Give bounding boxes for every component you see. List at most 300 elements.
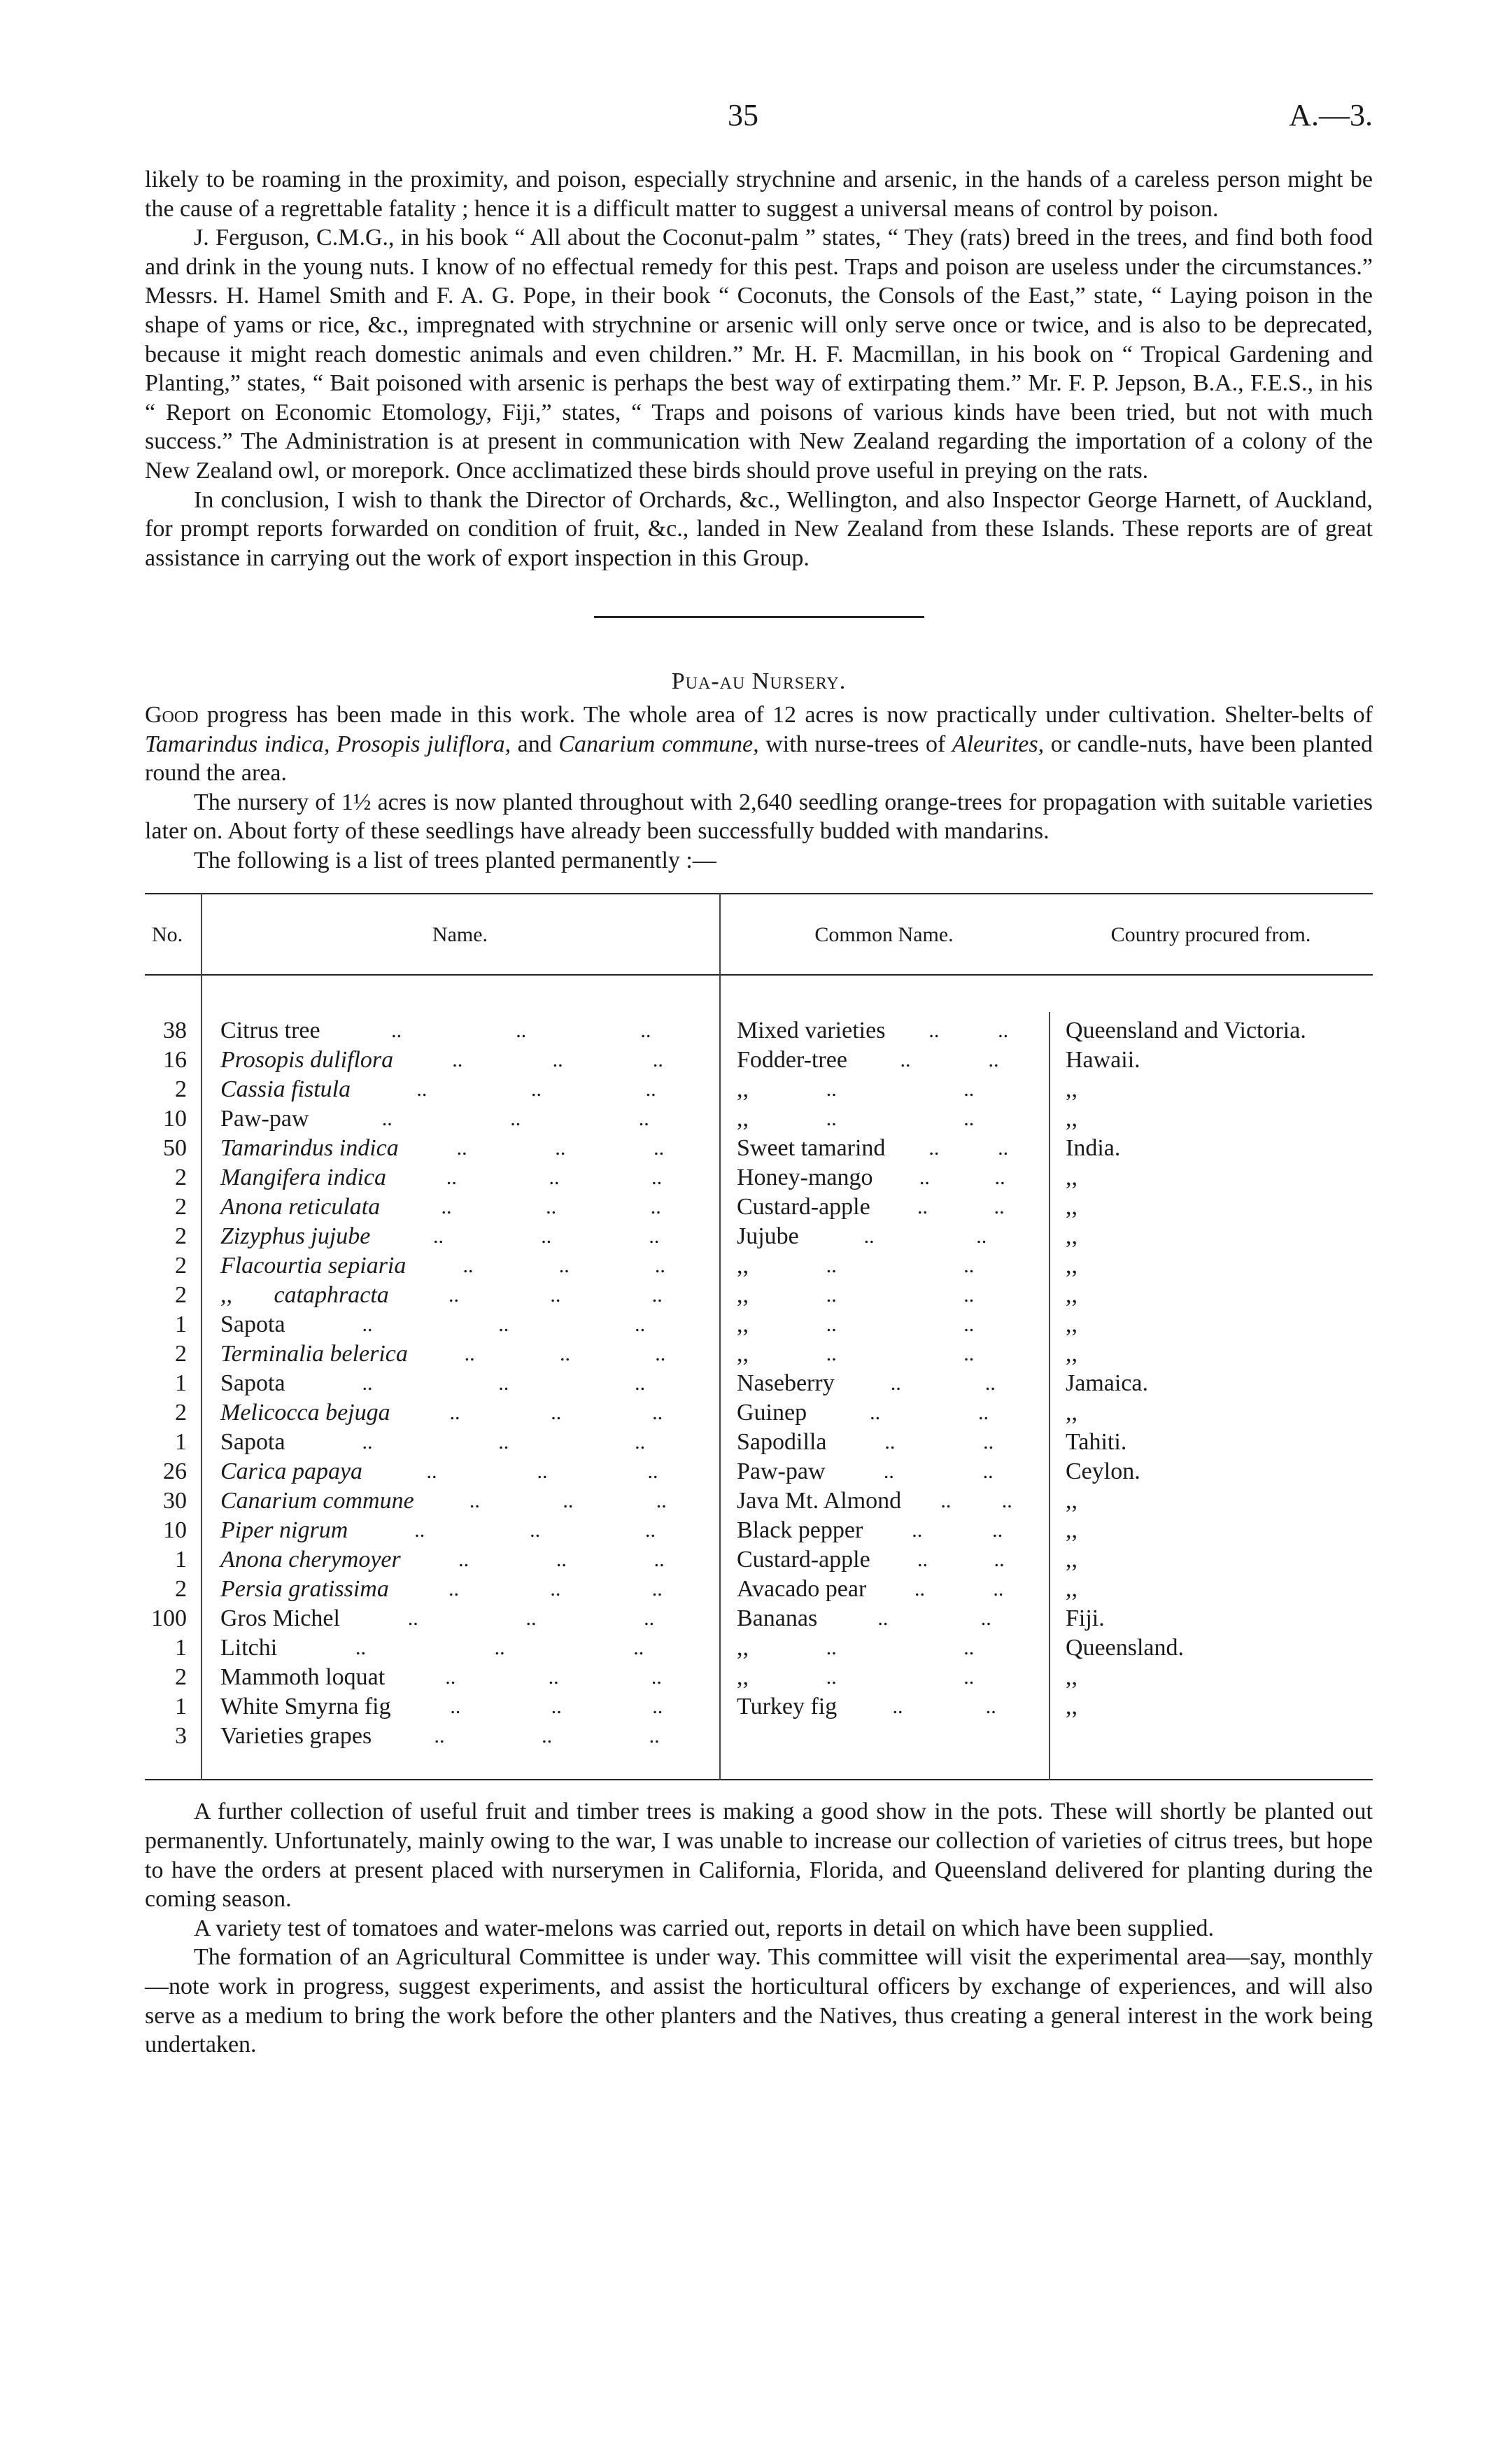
dot-leader: .. [652, 1048, 663, 1072]
dot-leader: .. [883, 1460, 894, 1484]
dot-leader: .. [985, 1695, 996, 1719]
cell-name: Paw-paw [220, 1106, 309, 1132]
cell-no: 1 [175, 1547, 187, 1573]
name-cell [201, 1193, 719, 1222]
dot-leader: .. [551, 1695, 562, 1719]
dot-leader: .. [652, 1695, 663, 1719]
cell-no: 26 [163, 1458, 187, 1485]
table-row [145, 1104, 1373, 1134]
dot-leaders [749, 1104, 1038, 1134]
dot-leader: .. [651, 1666, 662, 1689]
common-name-cell [719, 1575, 1049, 1604]
cell-name: Mammoth loquat [220, 1664, 386, 1691]
dot-leaders [826, 1457, 1038, 1486]
table-row [145, 1251, 1373, 1281]
dot-leader: .. [647, 1460, 658, 1484]
name-cell [201, 1310, 719, 1339]
cell-country: Ceylon. [1066, 1458, 1140, 1485]
dot-leader: .. [826, 1313, 837, 1337]
dot-leader: .. [633, 1636, 644, 1660]
name-cell [201, 1692, 719, 1722]
cell-name: Prosopis duliflora [220, 1047, 394, 1074]
cell-name: Varieties grapes [220, 1723, 372, 1750]
dot-leaders [749, 1251, 1038, 1281]
common-name-cell [719, 1486, 1049, 1516]
dot-leader: .. [963, 1078, 975, 1102]
table-row [145, 1281, 1373, 1310]
name-cell [201, 1722, 719, 1751]
name-cell [201, 1369, 719, 1398]
dot-leader: .. [635, 1372, 646, 1395]
dot-leaders [277, 1633, 708, 1663]
table-row [145, 1457, 1373, 1486]
table-header [145, 894, 1373, 974]
cell-name: White Smyrna fig [220, 1694, 391, 1720]
dot-leader: .. [449, 1401, 460, 1425]
header-no: No. [152, 922, 183, 946]
cell-common-name: Custard-apple [737, 1547, 870, 1573]
dot-leader: .. [826, 1283, 837, 1307]
table-row [145, 1046, 1373, 1075]
dot-leaders [285, 1310, 708, 1339]
cell-name: Piper nigrum [220, 1517, 348, 1544]
common-name-cell [719, 1163, 1049, 1193]
cell-name: Melicocca bejuga [220, 1400, 390, 1426]
text: with nurse-trees of [758, 731, 952, 757]
table-row [145, 1428, 1373, 1457]
dot-leader: .. [407, 1607, 418, 1631]
table-body [145, 976, 1373, 1779]
table-row [145, 1575, 1373, 1604]
common-name-cell [719, 1663, 1049, 1692]
dot-leader: .. [652, 1401, 663, 1425]
dot-leader: .. [655, 1342, 666, 1366]
dot-leader: .. [510, 1107, 521, 1131]
cell-name: Terminalia belerica [220, 1341, 408, 1367]
intro-text [145, 165, 1373, 572]
dot-leader: .. [434, 1724, 445, 1748]
cell-common-name: Jujube [737, 1223, 799, 1250]
cell-name: Zizyphus jujube [220, 1223, 371, 1250]
common-name-cell [719, 1134, 1049, 1163]
dot-leaders [749, 1339, 1038, 1369]
dot-leaders [837, 1692, 1038, 1722]
cell-name: Gros Michel [220, 1605, 340, 1632]
cell-common-name: ,, [737, 1106, 749, 1132]
dot-leaders [414, 1486, 708, 1516]
name-cell [201, 1016, 719, 1046]
cell-common-name: ,, [737, 1076, 749, 1103]
dot-leader: .. [448, 1577, 460, 1601]
dot-leader: .. [992, 1519, 1003, 1542]
cell-no: 1 [175, 1311, 187, 1338]
cell-country: Hawaii. [1066, 1047, 1140, 1074]
cell-no: 2 [175, 1664, 187, 1691]
common-name-cell [719, 1075, 1049, 1104]
page-body [145, 165, 1373, 2060]
common-name-cell [719, 1457, 1049, 1486]
dot-leader: .. [963, 1636, 975, 1660]
common-name-cell [719, 1722, 1049, 1751]
dot-leaders [870, 1193, 1038, 1222]
dot-leaders [885, 1134, 1038, 1163]
cell-common-name: Bananas [737, 1605, 818, 1632]
cell-no: 2 [175, 1282, 187, 1309]
dot-leader: .. [912, 1519, 923, 1542]
dot-leader: .. [542, 1724, 553, 1748]
cell-no: 16 [163, 1047, 187, 1074]
common-name-cell [719, 1545, 1049, 1575]
cell-country: ,, [1066, 1106, 1078, 1132]
dot-leaders [799, 1222, 1038, 1251]
common-name-cell [719, 1310, 1049, 1339]
dot-leader: .. [651, 1166, 663, 1190]
dot-leader: .. [917, 1195, 928, 1219]
cell-no: 2 [175, 1165, 187, 1191]
dot-leaders [885, 1016, 1038, 1046]
dot-leader: .. [426, 1460, 437, 1484]
cell-name: Mangifera indica [220, 1165, 387, 1191]
cell-no: 1 [175, 1694, 187, 1720]
dot-leader: .. [414, 1519, 425, 1542]
common-name-cell [719, 1428, 1049, 1457]
name-cell [201, 1428, 719, 1457]
name-cell [201, 1281, 719, 1310]
dot-leader: .. [638, 1107, 649, 1131]
dot-leader: .. [826, 1107, 837, 1131]
cell-country [1049, 1722, 1373, 1751]
paragraph [145, 701, 1373, 788]
dot-leaders [362, 1457, 708, 1486]
dot-leaders [749, 1075, 1038, 1104]
dot-leaders [870, 1545, 1038, 1575]
common-name-cell [719, 1104, 1049, 1134]
name-cell [201, 1663, 719, 1692]
dot-leader: .. [993, 1577, 1004, 1601]
table-row [145, 1222, 1373, 1251]
cell-common-name: ,, [737, 1311, 749, 1338]
dot-leaders [826, 1428, 1038, 1457]
text: or candle-nuts, have been planted round the area. [145, 731, 1373, 787]
cell-common-name: ,, [737, 1282, 749, 1309]
dot-leader: .. [537, 1460, 548, 1484]
cell-common-name: Fodder-tree [737, 1047, 847, 1074]
cell-common-name: Black pepper [737, 1517, 863, 1544]
cell-no: 38 [163, 1018, 187, 1044]
dot-leader: .. [1001, 1489, 1012, 1513]
dot-leader: .. [362, 1372, 373, 1395]
cell-country: ,, [1066, 1576, 1078, 1603]
dot-leader: .. [826, 1254, 837, 1278]
dot-leader: .. [555, 1137, 566, 1160]
document-reference: A.—3. [1289, 98, 1373, 132]
cell-country: ,, [1066, 1517, 1078, 1544]
dot-leader: .. [448, 1283, 459, 1307]
section-divider [594, 616, 924, 618]
dot-leader: .. [982, 1460, 994, 1484]
table-row [145, 1663, 1373, 1692]
cell-no: 1 [175, 1635, 187, 1661]
cell-no: 100 [151, 1605, 187, 1632]
cell-name: Sapota [220, 1311, 285, 1338]
cell-no: 10 [163, 1106, 187, 1132]
cell-country: ,, [1066, 1076, 1078, 1103]
paragraph: likely to be roaming in the proximity, and poison, especially strychnine and arsenic, in the hands of a careless person might be the cause of a regrettable fatality ; hence it is a difficult matter to suggest a universal means of control by poison. [145, 167, 1373, 222]
cell-name: Citrus tree [220, 1018, 320, 1044]
dot-leaders [749, 1633, 1038, 1663]
dot-leader: .. [877, 1607, 889, 1631]
name-cell [201, 1046, 719, 1075]
dot-leader: .. [362, 1430, 373, 1454]
dot-leader: .. [963, 1254, 975, 1278]
dot-leader: .. [559, 1342, 570, 1366]
dot-leaders [348, 1516, 708, 1545]
dot-leader: .. [446, 1166, 457, 1190]
dot-leader: .. [645, 1078, 656, 1102]
cell-no: 1 [175, 1429, 187, 1456]
dot-leader: .. [450, 1695, 461, 1719]
dot-leader: .. [976, 1225, 987, 1248]
dot-leader: .. [649, 1225, 660, 1248]
dot-leader: .. [963, 1342, 975, 1366]
dot-leaders [320, 1016, 708, 1046]
dot-leader: .. [498, 1372, 509, 1395]
table-row [145, 1398, 1373, 1428]
cell-common-name: Java Mt. Almond [737, 1488, 902, 1514]
dot-leader: .. [998, 1019, 1009, 1043]
table-row [145, 1545, 1373, 1575]
dot-leaders [389, 1281, 708, 1310]
dot-leader: .. [541, 1225, 552, 1248]
cell-name: Anona cherymoyer [220, 1547, 401, 1573]
paragraph: A further collection of useful fruit and timber trees is making a good show in the pots. These will shortly be planted out permanently. Unfortunately, mainly owing to the war, I was unable to increase our collection of varieties of citrus trees, but hope to have the orders at present placed with nurserymen in California, Florida, and Queensland delivered for planting during the coming season. [145, 1799, 1373, 1913]
dot-leaders [390, 1398, 708, 1428]
cell-no: 2 [175, 1400, 187, 1426]
cell-common-name: Sweet tamarind [737, 1135, 886, 1162]
dot-leader: .. [653, 1137, 665, 1160]
dot-leader: .. [563, 1489, 574, 1513]
cell-common-name: ,, [737, 1341, 749, 1367]
dot-leaders [386, 1163, 708, 1193]
cell-common-name: Paw-paw [737, 1458, 826, 1485]
dot-leader: .. [469, 1489, 480, 1513]
lead-word: Good [145, 701, 199, 728]
cell-no: 10 [163, 1517, 187, 1544]
page-number: 35 [728, 98, 758, 132]
dot-leader: .. [362, 1313, 373, 1337]
table-bottom-rule [145, 1779, 1373, 1780]
common-name-cell [719, 1281, 1049, 1310]
paragraph: The following is a list of trees planted permanently :— [194, 847, 716, 873]
dot-leader: .. [890, 1372, 901, 1395]
dot-leader: .. [531, 1078, 542, 1102]
dot-leader: .. [914, 1577, 925, 1601]
dot-leader: .. [928, 1019, 940, 1043]
table-row [145, 1722, 1373, 1751]
dot-leader: .. [355, 1636, 366, 1660]
cell-country: ,, [1066, 1400, 1078, 1426]
cell-no: 30 [163, 1488, 187, 1514]
paragraph: In conclusion, I wish to thank the Director of Orchards, &c., Wellington, and also Inspector George Harnett, of Auckland, for prompt reports forwarded on condition of fruit, &c., landed in New Zealand from these Islands. These reports are of great assistance in carrying out the work of export inspection in this Group. [145, 486, 1373, 571]
dot-leader: .. [458, 1548, 469, 1572]
common-name-cell [719, 1692, 1049, 1722]
dot-leader: .. [988, 1048, 999, 1072]
cell-name: Tamarindus indica [220, 1135, 399, 1162]
dot-leader: .. [963, 1666, 975, 1689]
common-name-cell [719, 1339, 1049, 1369]
dot-leaders [285, 1428, 708, 1457]
cell-country: ,, [1066, 1547, 1078, 1573]
name-cell [201, 1339, 719, 1369]
paragraph: J. Ferguson, C.M.G., in his book “ All about the Coconut-palm ” states, “ They (rats) breed in the trees, and find both food and drink in the young nuts. I know of no effectual remedy for this pest. Traps and poison are useless under the circumstances.” Messrs. H. Hamel Smith and F. A. G. Pope, in their book “ Coconuts, the Consols of the East,” state, “ Laying poison in the shape of yams or rice, &c., impregnated with strychnine or arsenic will only serve once or twice, and is also to be deprecated, because it might reach domestic animals and even children.” Mr. H. F. Macmillan, in his book on “ Tropical Gardening and Planting,” states, “ Bait poisoned with arsenic is perhaps the best way of extirpating them.” Mr. F. P. Jepson, B.A., F.E.S., in his “ Report on Economic Etomology, Fiji,” states, “ Traps and poisons of various kinds have been tried, but not with much success.” The Administration is at present in communication with New Zealand regarding the importation of a colony of the New Zealand owl, or morepork. Once acclimatized these birds should prove useful in preying on the rats. [145, 225, 1373, 484]
dot-leaders [372, 1722, 708, 1751]
dot-leader: .. [870, 1401, 881, 1425]
dot-leader: .. [456, 1137, 467, 1160]
cell-country: Queensland. [1066, 1635, 1185, 1661]
cell-common-name: ,, [737, 1664, 749, 1691]
dot-leader: .. [978, 1401, 989, 1425]
cell-name: Sapota [220, 1370, 285, 1397]
name-cell [201, 1163, 719, 1193]
dot-leaders [817, 1604, 1038, 1633]
dot-leader: .. [919, 1166, 930, 1190]
dot-leaders [370, 1222, 708, 1251]
cell-name: Sapota [220, 1429, 285, 1456]
table-row [145, 1193, 1373, 1222]
table-row [145, 1163, 1373, 1193]
dot-leaders [393, 1046, 708, 1075]
name-cell [201, 1575, 719, 1604]
dot-leader: .. [548, 1666, 559, 1689]
dot-leader: .. [391, 1019, 402, 1043]
dot-leaders [401, 1545, 708, 1575]
dot-leaders [389, 1575, 708, 1604]
cell-country: ,, [1066, 1282, 1078, 1309]
cell-name: ,, cataphracta [220, 1282, 389, 1309]
table-row [145, 1369, 1373, 1398]
table-row [145, 1134, 1373, 1163]
table-row [145, 1016, 1373, 1046]
nursery-text [145, 701, 1373, 875]
cell-country: ,, [1066, 1194, 1078, 1221]
common-name-cell [719, 1016, 1049, 1046]
cell-common-name: Honey-mango [737, 1165, 873, 1191]
cell-country: Fiji. [1066, 1605, 1105, 1632]
common-name-cell [719, 1633, 1049, 1663]
cell-country: ,, [1066, 1664, 1078, 1691]
cell-country: ,, [1066, 1311, 1078, 1338]
table-row [145, 1310, 1373, 1339]
cell-no: 2 [175, 1341, 187, 1367]
dot-leader: .. [550, 1283, 561, 1307]
dot-leader: .. [963, 1107, 975, 1131]
dot-leader: .. [963, 1313, 975, 1337]
common-name-cell [719, 1516, 1049, 1545]
dot-leader: .. [653, 1548, 665, 1572]
cell-country: India. [1066, 1135, 1121, 1162]
header-name: Name. [432, 922, 488, 946]
cell-country: Tahiti. [1066, 1429, 1127, 1456]
dot-leaders [380, 1193, 708, 1222]
dot-leaders [340, 1604, 708, 1633]
dot-leader: .. [650, 1195, 661, 1219]
dot-leaders [807, 1398, 1038, 1428]
cell-common-name: Custard-apple [737, 1194, 870, 1221]
cell-name: Canarium commune [220, 1488, 414, 1514]
dot-leaders [873, 1163, 1038, 1193]
cell-common-name: Turkey fig [737, 1694, 838, 1720]
header-common-name: Common Name. [814, 922, 954, 946]
name-cell [201, 1486, 719, 1516]
dot-leader: .. [530, 1519, 541, 1542]
cell-no: 2 [175, 1253, 187, 1279]
dot-leader: .. [635, 1313, 646, 1337]
dot-leader: .. [441, 1195, 452, 1219]
cell-country: ,, [1066, 1341, 1078, 1367]
cell-name: Carica papaya [220, 1458, 363, 1485]
dot-leader: .. [980, 1607, 991, 1631]
dot-leader: .. [994, 1195, 1005, 1219]
dot-leaders [863, 1516, 1038, 1545]
dot-leader: .. [651, 1283, 663, 1307]
dot-leader: .. [963, 1283, 975, 1307]
cell-country: ,, [1066, 1488, 1078, 1514]
dot-leader: .. [525, 1607, 537, 1631]
cell-common-name: ,, [737, 1253, 749, 1279]
cell-name: Litchi [220, 1635, 278, 1661]
cell-no: 1 [175, 1370, 187, 1397]
dot-leaders [749, 1663, 1038, 1692]
cell-country: ,, [1066, 1165, 1078, 1191]
dot-leader: .. [863, 1225, 875, 1248]
dot-leader: .. [551, 1401, 562, 1425]
dot-leaders [866, 1575, 1038, 1604]
name-cell [201, 1398, 719, 1428]
dot-leader: .. [556, 1548, 567, 1572]
dot-leader: .. [635, 1430, 646, 1454]
dot-leader: .. [462, 1254, 474, 1278]
table-row [145, 1339, 1373, 1369]
dot-leader: .. [381, 1107, 393, 1131]
dot-leaders [749, 1281, 1038, 1310]
cell-no: 2 [175, 1576, 187, 1603]
common-name-cell [719, 1222, 1049, 1251]
header-country: Country procured from. [1110, 922, 1311, 946]
common-name-cell [719, 1369, 1049, 1398]
cell-no: 2 [175, 1076, 187, 1103]
cell-name: Anona reticulata [220, 1194, 381, 1221]
cell-common-name: Naseberry [737, 1370, 835, 1397]
common-name-cell [719, 1046, 1049, 1075]
dot-leader: .. [826, 1666, 837, 1689]
table-row [145, 1692, 1373, 1722]
dot-leaders [391, 1692, 708, 1722]
dot-leader: .. [452, 1048, 463, 1072]
cell-no: 3 [175, 1723, 187, 1750]
common-name-cell [719, 1193, 1049, 1222]
dot-leader: .. [558, 1254, 570, 1278]
dot-leader: .. [445, 1666, 456, 1689]
dot-leader: .. [644, 1607, 655, 1631]
dot-leaders [309, 1104, 708, 1134]
table-row [145, 1633, 1373, 1663]
table-row [145, 1075, 1373, 1104]
column-divider [719, 893, 721, 1780]
table-row [145, 1486, 1373, 1516]
table-row [145, 1516, 1373, 1545]
dot-leader: .. [433, 1225, 444, 1248]
dot-leader: .. [900, 1048, 911, 1072]
